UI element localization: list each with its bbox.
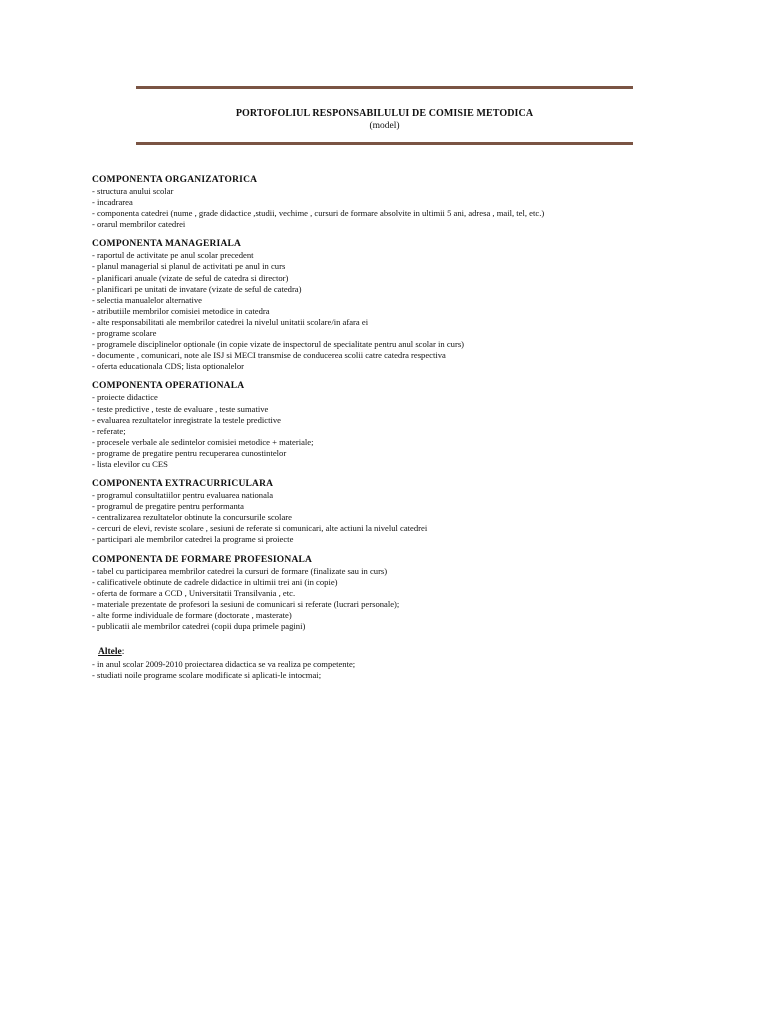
list-item: - evaluarea rezultatelor inregistrate la testele predictive (92, 414, 281, 425)
list-item: - raportul de activitate pe anul scolar precedent (92, 250, 254, 261)
list-item: - documente , comunicari, note ale ISJ si MECI transmise de conducerea scolii catre catedra respectiva (92, 350, 446, 361)
list-item: - procesele verbale ale sedintelor comisiei metodice + materiale; (92, 436, 314, 447)
section-heading: COMPONENTA OPERATIONALA (92, 381, 245, 392)
section-managerial (92, 239, 652, 372)
list-item: - programul de pregatire pentru performanta (92, 501, 244, 512)
list-item: - programe scolare (92, 328, 157, 339)
list-item: - referate; (92, 425, 126, 436)
list-item: - publicatii ale membrilor catedrei (copii dupa primele pagini) (92, 621, 306, 631)
section-item-list (92, 392, 652, 470)
other-item-list (92, 659, 652, 681)
section-professional-training (92, 555, 652, 633)
document-header (136, 108, 633, 132)
list-item: - lista elevilor cu CES (92, 458, 168, 469)
list-item: - participari ale membrilor catedrei la programe si proiecte (92, 534, 294, 545)
section-heading: COMPONENTA DE FORMARE PROFESIONALA (92, 554, 313, 565)
document-subtitle: (model) (369, 121, 400, 131)
section-operational (92, 381, 652, 470)
list-item: - programul consultatiilor pentru evaluarea nationala (92, 490, 274, 501)
bottom-divider-line (136, 142, 633, 145)
section-heading: COMPONENTA ORGANIZATORICA (92, 175, 258, 185)
section-other (92, 641, 652, 681)
list-item: - calificativele obtinute de cadrele didactice in ultimii trei ani (in copie) (92, 576, 338, 587)
document-body (92, 175, 652, 681)
list-item: - planificari anuale (vizate de seful de catedra si director) (92, 272, 289, 283)
list-item: - selectia manualelor alternative (92, 294, 202, 305)
list-item: - teste predictive , teste de evaluare , teste sumative (92, 403, 269, 414)
list-item: - oferta educationala CDS; lista optionalelor (92, 361, 245, 372)
list-item: - programe de pregatire pentru recuperarea cunostintelor (92, 447, 287, 458)
list-item: - cercuri de elevi, reviste scolare , sesiuni de referate si comunicari, alte actiuni la nivelul catedrei (92, 523, 428, 534)
list-item: - planul managerial si planul de activitati pe anul in curs (92, 261, 286, 272)
list-item: - orarul membrilor catedrei (92, 219, 186, 230)
section-extracurricular (92, 479, 652, 545)
list-item: - incadrarea (92, 197, 133, 208)
list-item: - tabel cu participarea membrilor catedrei la cursuri de formare (finalizate sau in curs) (92, 565, 388, 576)
list-item: - studiati noile programe scolare modificate si aplicati-le intocmai; (92, 670, 322, 681)
section-heading: COMPONENTA MANAGERIALA (92, 239, 242, 250)
list-item: - structura anului scolar (92, 186, 174, 196)
list-item: - alte responsabilitati ale membrilor catedrei la nivelul unitatii scolare/in afara ei (92, 316, 369, 327)
section-item-list (92, 250, 652, 372)
list-item: - alte forme individuale de formare (doctorate , masterate) (92, 609, 292, 620)
list-item: - centralizarea rezultatelor obtinute la concursurile scolare (92, 512, 292, 523)
other-label: Altele (98, 647, 122, 658)
section-heading: COMPONENTA EXTRACURRICULARA (92, 479, 274, 490)
other-colon: : (121, 647, 125, 658)
list-item: - planificari pe unitati de invatare (vizate de seful de catedra) (92, 283, 302, 294)
list-item: - programele disciplinelor optionale (in copie vizate de inspectorul de specialitate pentru anul scolar in curs) (92, 339, 465, 350)
top-divider-line (136, 86, 633, 89)
other-heading (92, 641, 652, 659)
section-item-list (92, 566, 652, 633)
list-item: - in anul scolar 2009-2010 proiectarea didactica se va realiza pe competente; (92, 659, 356, 670)
list-item: - oferta de formare a CCD , Universitatii Transilvania , etc. (92, 587, 296, 598)
section-item-list (92, 490, 652, 545)
section-item-list (92, 186, 652, 230)
list-item: - atributiile membrilor comisiei metodice in catedra (92, 305, 270, 316)
list-item: - proiecte didactice (92, 392, 158, 403)
list-item: - componenta catedrei (nume , grade didactice ,studii, vechime , cursuri de formare absolvite in ultimii 5 ani, adresa , mail, tel, etc.) (92, 208, 545, 219)
list-item: - materiale prezentate de profesori la sesiuni de comunicari si referate (lucrari personale); (92, 598, 400, 609)
document-title: PORTOFOLIUL RESPONSABILULUI DE COMISIE METODICA (235, 108, 534, 119)
section-organizational (92, 175, 652, 230)
